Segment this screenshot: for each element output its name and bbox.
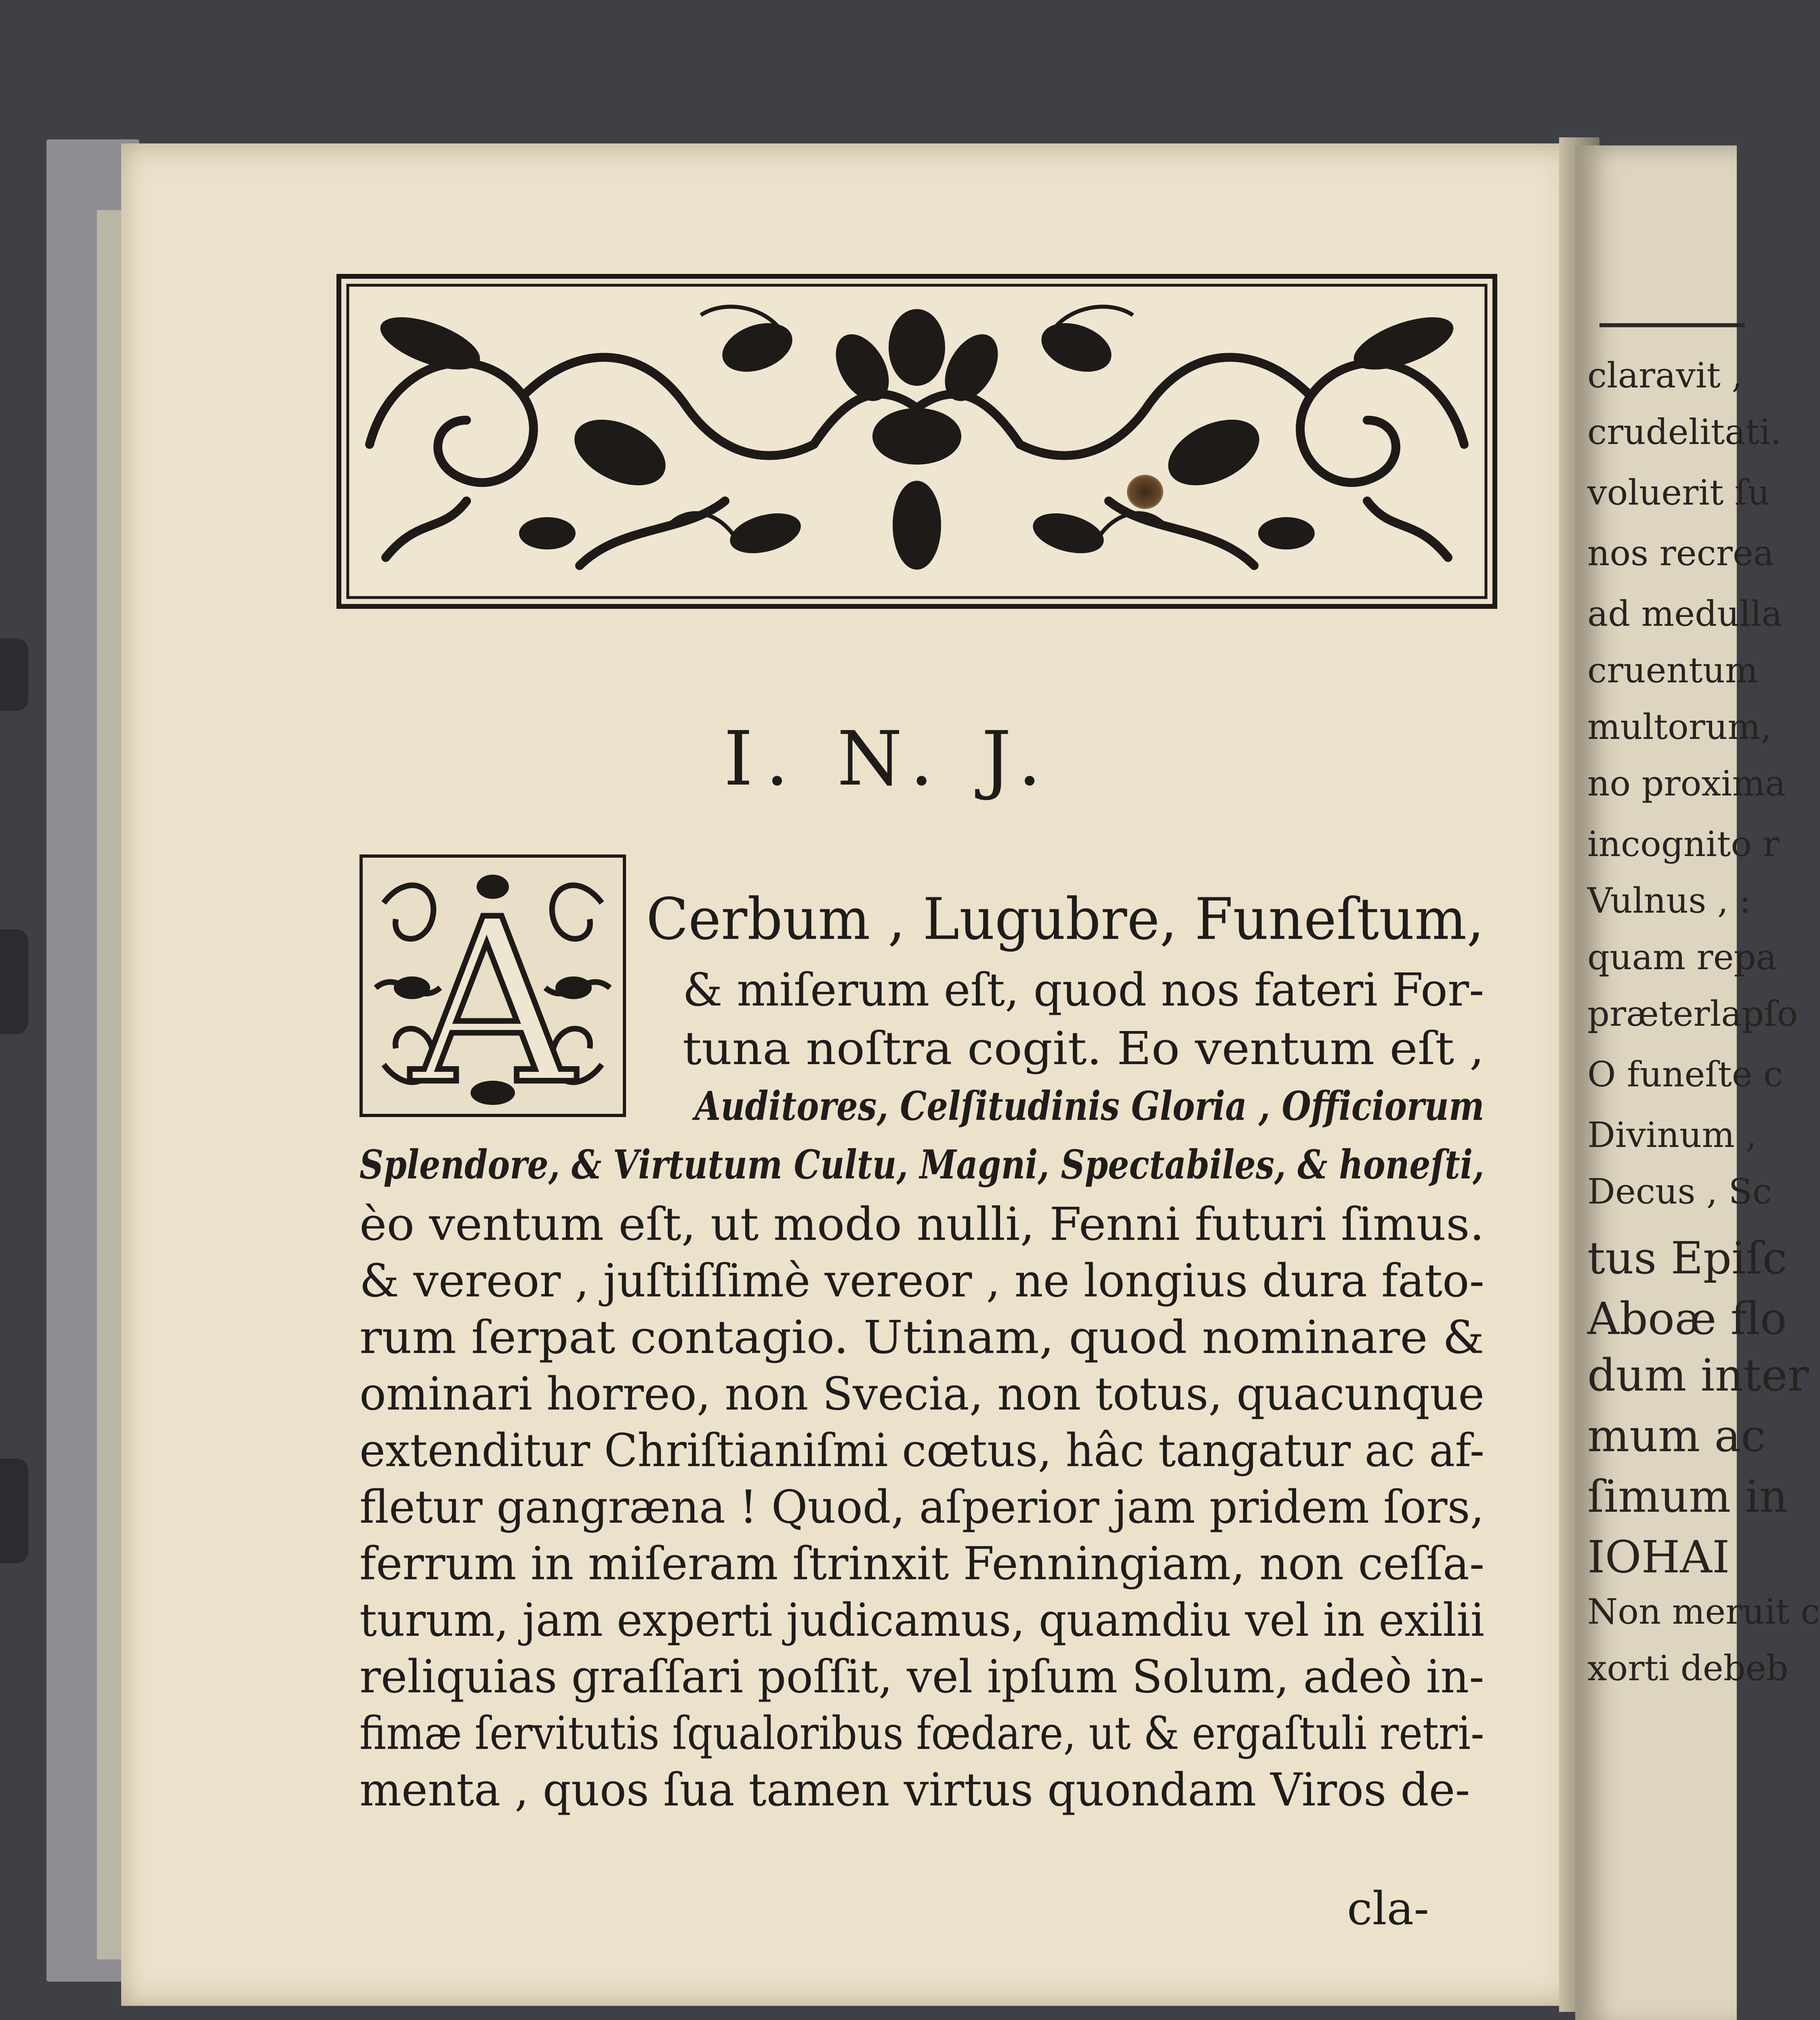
facing-page-line: Decus , Sc	[1587, 1172, 1772, 1212]
facing-page	[1575, 145, 1820, 2020]
catchword: cla-	[1347, 1883, 1429, 1935]
facing-page-line: cruentum	[1587, 650, 1758, 691]
ornamental-headpiece	[337, 275, 1496, 608]
decorated-initial	[359, 854, 626, 1134]
body-line: rum ſerpat contagio. Utinam, quod nominare &	[359, 1311, 1484, 1364]
body-line: menta , quos ſua tamen virtus quondam Viros de-	[359, 1764, 1470, 1816]
facing-page-line: dum inter	[1587, 1349, 1809, 1401]
facing-page-line: Aboæ flo	[1587, 1293, 1787, 1345]
body-line: ferrum in miſeram ſtrinxit Fenningiam, non ceſſa-	[359, 1538, 1485, 1590]
facing-page-line: multorum,	[1587, 707, 1772, 747]
facing-page-line: mum ac	[1587, 1410, 1766, 1462]
facing-page-line: quam repa	[1587, 937, 1777, 978]
facing-page-line: xorti debeb	[1587, 1648, 1788, 1689]
facing-page-line: Non meruit c	[1587, 1592, 1820, 1632]
body-line: fimæ ſervitutis ſqualoribus fœdare, ut & ergaſtuli retri-	[359, 1707, 1484, 1760]
support-clip	[0, 1458, 28, 1563]
foxing-stain	[1127, 475, 1163, 509]
facing-page-line: IOHAI	[1587, 1531, 1730, 1583]
facing-page-line: tus Epiſc	[1587, 1232, 1787, 1284]
facing-page-line: claravit ,	[1587, 356, 1743, 396]
facing-page-line: crudelitati.	[1587, 412, 1782, 452]
body-line: ominari horreo, non Svecia, non totus, quacunque	[359, 1368, 1485, 1420]
body-line: Auditores, Celſitudinis Gloria , Officiorum	[695, 1083, 1484, 1130]
facing-page-line: O funeſte c	[1587, 1054, 1783, 1095]
facing-page-line: ſimum in	[1587, 1471, 1788, 1522]
facing-page-line: nos recrea	[1587, 533, 1774, 574]
body-line: & miſerum eſt, quod nos fateri For-	[683, 964, 1484, 1016]
facing-page-line: ad medulla	[1587, 594, 1782, 634]
body-line: extenditur Chriſtianiſmi cœtus, hâc tangatur ac af-	[359, 1425, 1485, 1477]
facing-page-line: no proxima	[1587, 764, 1786, 804]
body-line: Cerbum , Lugubre, Funeſtum,	[646, 886, 1484, 953]
body-line: turum, jam experti judicamus, quamdiu vel in exilii	[359, 1594, 1485, 1647]
facing-page-rule	[1599, 323, 1745, 327]
body-line: reliquias graſſari poſſit, vel ipſum Solum, adeò in-	[359, 1651, 1484, 1703]
page-title: I. N. J.	[723, 715, 1054, 802]
facing-page-line: voluerit ſu	[1587, 473, 1770, 513]
body-line: èo ventum eſt, ut modo nulli, Fenni futuri ſimus.	[359, 1198, 1484, 1251]
body-line: fletur gangræna ! Quod, aſperior jam pridem ſors,	[359, 1481, 1484, 1534]
body-line: tuna noſtra cogit. Eo ventum eſt ,	[683, 1023, 1484, 1075]
support-clip	[0, 929, 28, 1034]
facing-page-line: Vulnus , :	[1587, 881, 1751, 921]
facing-page-line: Divinum ,	[1587, 1115, 1757, 1155]
body-line: & vereor , juſtiſſimè vereor , ne longius dura fato-	[359, 1255, 1484, 1307]
facing-page-line: incognito r	[1587, 824, 1780, 865]
initial-letter: A	[411, 871, 575, 1134]
facing-page-line: præterlapſo	[1587, 994, 1798, 1034]
support-clip	[0, 638, 28, 711]
body-line: Splendore, & Virtutum Cultu, Magni, Spectabiles, & honeſti,	[359, 1142, 1484, 1188]
